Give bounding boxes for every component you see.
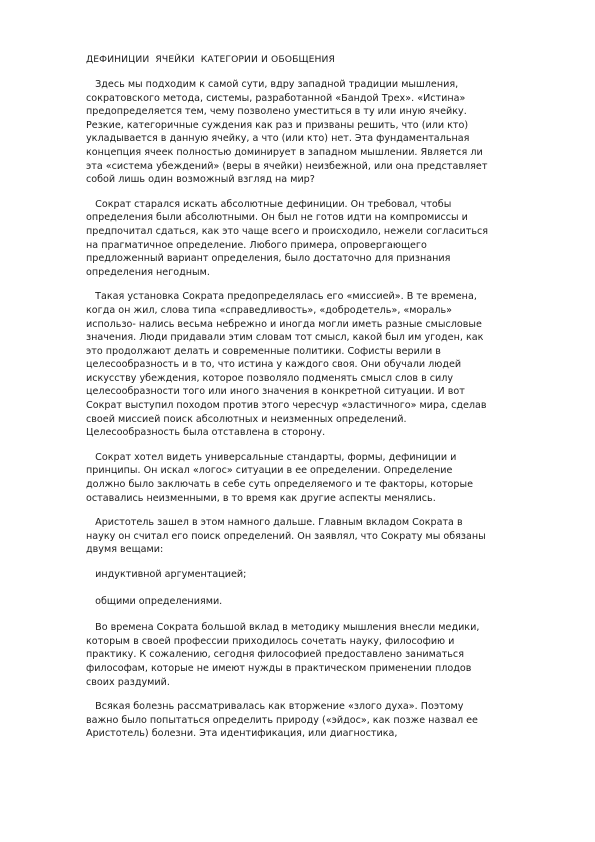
paragraph [86,700,535,741]
paragraph-line: целесообразность и в то, что истина у каждого своя. Они обучали людей [86,359,462,371]
paragraph-line: значения. Люди придавали этим словам тот смысл, какой был им угоден, как [86,332,484,344]
paragraph-line: философам, которые не имеют нужды в практическом применении плодов [86,662,472,674]
paragraph-line: Сократ выступил походом против этого чересчур «эластичного» мира, сделав [86,400,487,412]
paragraph-line: собой лишь один возможный взгляд на мир? [86,174,315,186]
paragraph-line: укладывается в данную ячейку, а что (или кто) нет. Эта фундаментальная [86,133,470,145]
paragraph [86,516,535,557]
paragraph-line: использо- нались весьма небрежно и иногда могли иметь разные смысловые [86,318,482,330]
document-body [86,78,535,557]
paragraph-line: своей миссией поиск абсолютных и неизменных определений. [86,413,407,425]
paragraph [86,451,535,505]
paragraph [86,198,535,280]
paragraph-line: определения были абсолютными. Он был не готов идти на компромиссы и [86,212,468,224]
paragraph-line: практику. К сожалению, сегодня философией предоставлено заниматься [86,649,464,661]
paragraph-line: сократовского метода, системы, разработанной «Бандой Трех». «Истина» [86,92,466,104]
paragraph-line: эта «система убеждений» (веры в ячейки) неизбежной, или она представляет [86,160,488,172]
paragraph-line: Здесь мы подходим к самой сути, вдру западной традиции мышления, [86,79,459,90]
paragraph [86,78,535,187]
list-item: общими определениями. [86,595,223,607]
paragraph-line: предложенный вариант определения, было достаточно для признания [86,253,451,265]
paragraph-line: Сократ хотел видеть универсальные стандарты, формы, дефиниции и [86,451,457,463]
paragraph-line: двумя вещами: [86,544,164,556]
document-title: ДЕФИНИЦИИ ЯЧЕЙКИ КАТЕГОРИИ И ОБОБЩЕНИЯ [86,54,336,65]
paragraph-line: предпочитал сдаться, как это чаще всего и происходило, нежели согласиться [86,225,489,237]
paragraph-line: науку он считал его поиск определений. Он заявлял, что Сократу мы обязаны [86,530,486,542]
paragraph-line: концепция ячеек полностью доминирует в западном мышлении. Является ли [86,146,483,158]
paragraph-line: важно было попытаться определить природу («эйдос», как позже назвал ее [86,714,478,726]
paragraph-line: предопределяется тем, чему позволено уместиться в ту или иную ячейку. [86,106,467,118]
paragraph-line: которым в своей профессии приходилось сочетать науку, философию и [86,635,455,647]
paragraph-line: должно было заключать в себе суть определяемого и те факторы, которые [86,479,473,491]
paragraph-line: искусству убеждения, которое позволяло подменять смысл слов в силу [86,372,454,384]
paragraph-line: определения негодным. [86,266,210,278]
paragraph-line: своих раздумий. [86,676,170,688]
paragraph-line: Резкие, категоричные суждения как раз и призваны решить, что (или кто) [86,119,469,131]
paragraph-line: Аристотель зашел в этом намного дальше. Главным вкладом Сократа в [86,517,463,529]
paragraph-line: целесообразности того или иного значения в конкретной ситуации. И вот [86,386,465,398]
list-item: индуктивной аргументацией; [86,569,247,580]
document-body-continued [86,621,535,741]
paragraph [86,290,535,440]
paragraph-line: Во времена Сократа большой вклад в методику мышления внесли медики, [86,622,480,634]
paragraph-line: это продолжают делать и современные политики. Софисты верили в [86,345,441,357]
paragraph-line: на прагматичное определение. Любого примера, опровергающего [86,239,427,251]
paragraph-line: оставались неизменными, в то время как другие аспекты менялись. [86,492,436,504]
paragraph-line: Целесообразность была отставлена в сторону. [86,427,326,439]
paragraph-line: Аристотель) болезни. Эта идентификация, или диагностика, [86,728,398,740]
paragraph-line: Сократ старался искать абсолютные дефиниции. Он требовал, чтобы [86,198,452,210]
definition-list [86,568,535,608]
paragraph-line: принципы. Он искал «логос» ситуации в ее определении. Определение [86,465,453,477]
paragraph-line: Всякая болезнь рассматривалась как вторжение «злого духа». Поэтому [86,701,464,713]
paragraph-line: когда он жил, слова типа «справедливость», «добродетель», «мораль» [86,304,453,316]
paragraph [86,621,535,689]
paragraph-line: Такая установка Сократа предопределялась его «миссией». В те времена, [86,291,477,303]
